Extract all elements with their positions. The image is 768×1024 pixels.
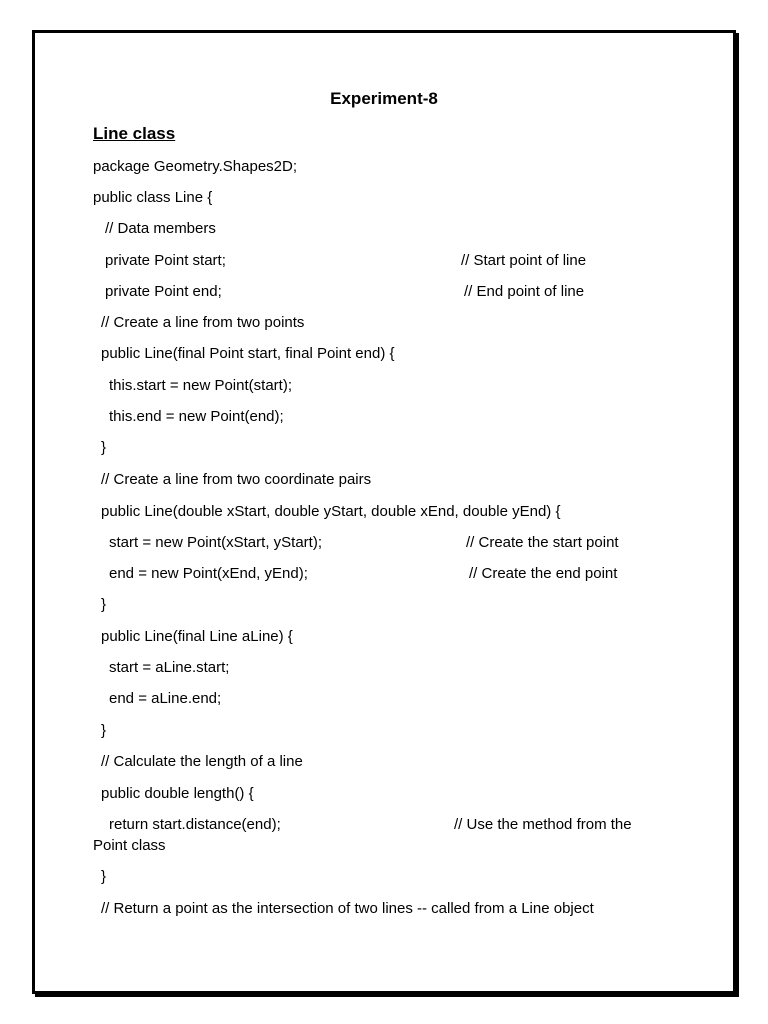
code-line: // Calculate the length of a line bbox=[101, 753, 303, 770]
code-line: this.start = new Point(start); bbox=[109, 377, 292, 394]
code-line: return start.distance(end); bbox=[109, 816, 281, 833]
code-line: } bbox=[101, 722, 107, 739]
code-comment: // End point of line bbox=[464, 283, 585, 300]
section-heading: Line class bbox=[93, 124, 176, 143]
code-line: package Geometry.Shapes2D; bbox=[93, 158, 298, 175]
code-line: public double length() { bbox=[101, 785, 254, 802]
code-line: } bbox=[101, 596, 107, 613]
code-line: } bbox=[101, 868, 107, 885]
code-line: private Point start; bbox=[105, 252, 226, 269]
code-comment: // Create the start point bbox=[466, 534, 619, 551]
code-line: public Line(final Line aLine) { bbox=[101, 628, 293, 645]
code-line: // Create a line from two coordinate pairs bbox=[101, 471, 372, 488]
code-line: // Return a point as the intersection of two lines -- called from a Line object bbox=[101, 900, 594, 917]
code-comment: // Create the end point bbox=[469, 565, 618, 582]
code-line: public Line(final Point start, final Point end) { bbox=[101, 345, 395, 362]
code-line: } bbox=[101, 439, 107, 456]
code-comment-continuation: Point class bbox=[93, 837, 166, 854]
code-comment: // Start point of line bbox=[461, 252, 587, 269]
code-line: public Line(double xStart, double yStart, double xEnd, double yEnd) { bbox=[101, 503, 561, 520]
code-line: start = new Point(xStart, yStart); bbox=[109, 534, 322, 551]
code-comment: // Use the method from the bbox=[454, 816, 632, 833]
code-line: end = aLine.end; bbox=[109, 690, 222, 707]
code-line: start = aLine.start; bbox=[109, 659, 230, 676]
code-line: this.end = new Point(end); bbox=[109, 408, 284, 425]
code-line: public class Line { bbox=[93, 189, 213, 206]
code-line: // Create a line from two points bbox=[101, 314, 305, 331]
code-line: end = new Point(xEnd, yEnd); bbox=[109, 565, 308, 582]
code-line: // Data members bbox=[105, 220, 216, 237]
code-line: private Point end; bbox=[105, 283, 222, 300]
document-title: Experiment-8 bbox=[330, 89, 438, 108]
